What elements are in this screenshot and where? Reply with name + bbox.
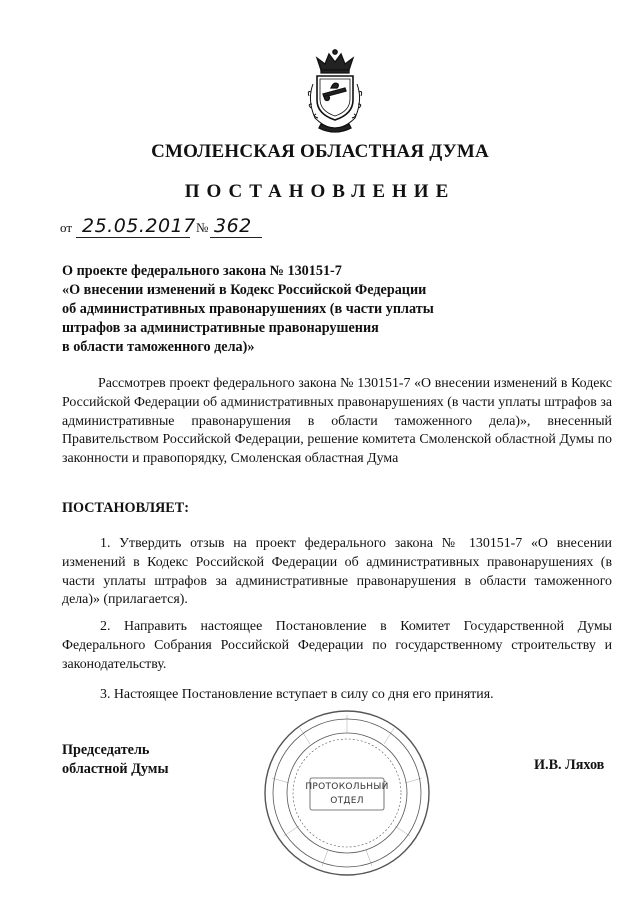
subject-line: штрафов за административные правонарушения bbox=[62, 320, 379, 336]
handwritten-number: 362 bbox=[214, 215, 252, 237]
seal-inner-text: ПРОТОКОЛЬНЫЙ bbox=[305, 782, 389, 792]
date-prefix: от bbox=[60, 220, 73, 235]
resolution-item-3: 3. Настоящее Постановление вступает в силу со дня его принятия. bbox=[100, 687, 494, 702]
document-type-heading: ПОСТАНОВЛЕНИЕ bbox=[184, 181, 456, 202]
subject-line: об административных правонарушениях (в части уплаты bbox=[62, 301, 434, 317]
number-underline bbox=[210, 237, 262, 238]
subject-line: О проекте федерального закона № 130151-7 bbox=[62, 263, 342, 279]
date-number-line bbox=[60, 210, 360, 240]
coat-of-arms-icon bbox=[303, 48, 367, 134]
signatory-title bbox=[62, 741, 169, 779]
organization-title: СМОЛЕНСКАЯ ОБЛАСТНАЯ ДУМА bbox=[151, 141, 489, 162]
signatory-title-line: Председатель bbox=[62, 742, 150, 758]
document-subject bbox=[62, 262, 502, 357]
subject-line: «О внесении изменений в Кодекс Российской Федерации bbox=[62, 282, 427, 298]
signatory-title-line: областной Думы bbox=[62, 761, 169, 777]
round-seal-icon bbox=[262, 708, 432, 878]
preamble-paragraph: Рассмотрев проект федерального закона № 130151-7 «О внесении изменений в Кодекс Российской Федерации об административных правонарушениях (в части уплаты штрафов за административные правонарушения в области таможенного дела)», внесенный Правительством Российской Федерации, решение комитета Смоленской областной Думы по законности и правопорядку, Смоленская областная Дума bbox=[62, 376, 612, 467]
handwritten-date: 25.05.2017 bbox=[82, 215, 196, 237]
subject-line: в области таможенного дела)» bbox=[62, 339, 255, 355]
date-underline bbox=[76, 237, 190, 238]
resolution-item-2: 2. Направить настоящее Постановление в Комитет Государственной Думы Федерального Собрания Российской Федерации по государственному строительству и законодательству. bbox=[62, 619, 612, 672]
resolution-item-1: 1. Утвердить отзыв на проект федерального закона № 130151-7 «О внесении изменений в Кодекс Российской Федерации об административных правонарушениях (в части уплаты штрафов за административные правонарушения в области таможенного дела)» (прилагается). bbox=[62, 536, 612, 608]
resolves-heading: ПОСТАНОВЛЯЕТ: bbox=[62, 500, 189, 516]
signatory-name: И.В. Ляхов bbox=[534, 757, 605, 773]
number-prefix: № bbox=[196, 220, 209, 235]
seal-inner-text: ОТДЕЛ bbox=[330, 796, 364, 806]
